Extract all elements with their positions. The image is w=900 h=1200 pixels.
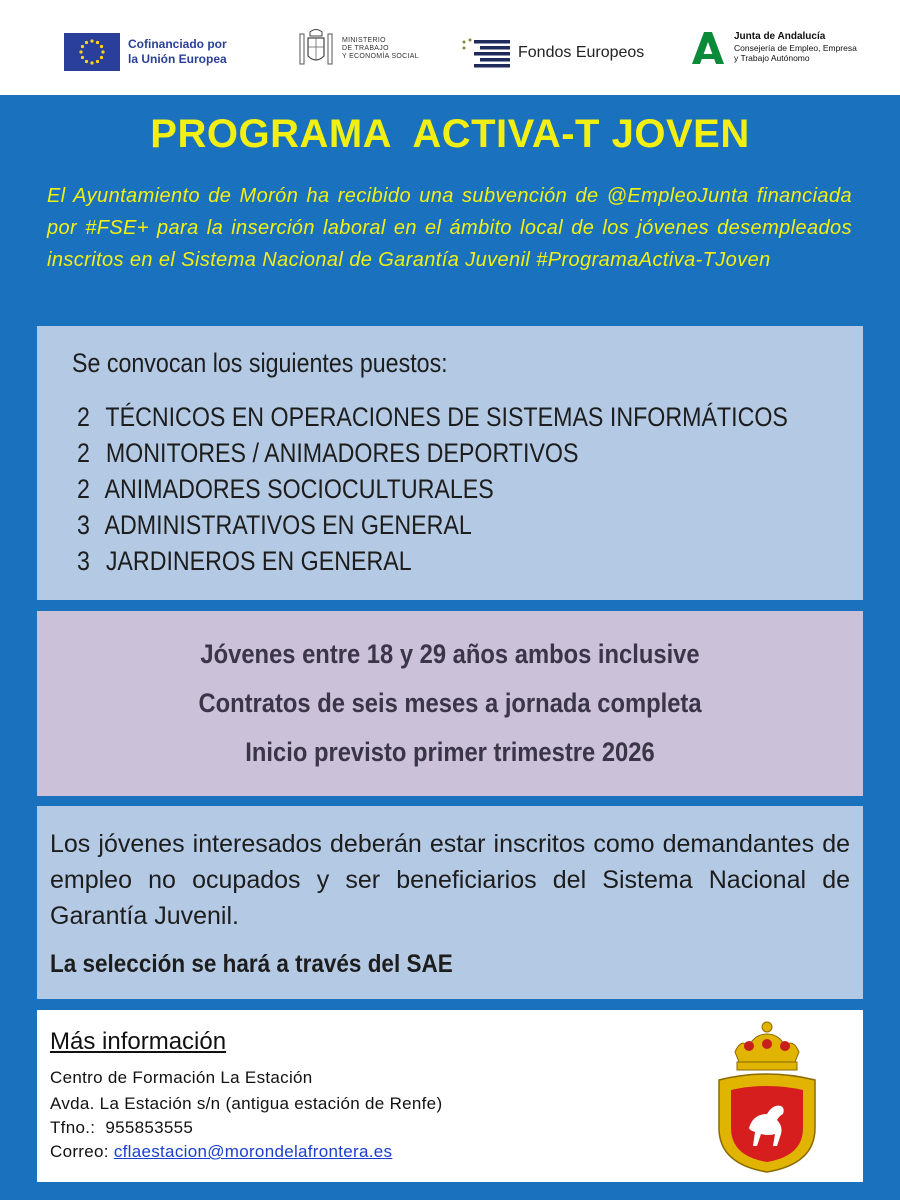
program-title: PROGRAMA ACTIVA-T JOVEN [150, 112, 750, 156]
info-box [37, 1010, 863, 1182]
positions-box [37, 326, 863, 600]
junta-andalucia-icon [688, 28, 728, 66]
positions-heading: Se convocan los siguientes puestos: [72, 348, 448, 378]
requirement-contract: Contratos de seis meses a jornada completa [198, 688, 702, 718]
junta-andalucia-logo: Junta de Andalucía Consejería de Empleo, Empresa y Trabajo Autónomo [688, 28, 857, 66]
info-center: Centro de Formación La Estación [50, 1068, 313, 1087]
requirement-age: Jóvenes entre 18 y 29 años ambos inclusive [200, 639, 700, 669]
info-phone: Tfno.: 955853555 [50, 1118, 194, 1137]
info-email: Correo: cflaestacion@morondelafrontera.es [50, 1142, 393, 1161]
info-address: Avda. La Estación s/n (antigua estación de Renfe) [50, 1094, 443, 1113]
positions-list [77, 399, 900, 579]
moron-coat-of-arms-icon [709, 1018, 825, 1179]
eu-flag-icon [64, 33, 120, 71]
list-item: 3 JARDINEROS EN GENERAL [77, 546, 412, 576]
intro-text: El Ayuntamiento de Morón ha recibido una subvención de @EmpleoJunta financiada por #FSE+ para la inserción laboral en el ámbito local de los jóvenes desempleados inscritos en el Sistema Nacional de Garantía Juvenil #ProgramaActiva-TJoven [47, 185, 852, 271]
conditions-box [37, 806, 863, 999]
spain-coat-of-arms-icon [296, 28, 336, 70]
eu-text: Cofinanciado por la Unión Europea [128, 37, 227, 66]
fondos-europeos-logo: Fondos Europeos [460, 36, 644, 70]
requirement-start: Inicio previsto primer trimestre 2026 [245, 737, 655, 767]
list-item: 2 MONITORES / ANIMADORES DEPORTIVOS [77, 438, 579, 468]
eu-logo [64, 33, 227, 71]
conditions-text: Los jóvenes interesados deberán estar inscritos como demandantes de empleo no ocupados y ser beneficiarios del Sistema Nacional de Garantía Juvenil. [50, 830, 850, 930]
selection-text: La selección se hará a través del SAE [50, 950, 453, 978]
info-title: Más información [50, 1028, 227, 1055]
email-link[interactable]: cflaestacion@morondelafrontera.es [113, 1142, 393, 1161]
list-item: 2 ANIMADORES SOCIOCULTURALES [77, 474, 494, 504]
fondos-europeos-icon [460, 36, 512, 70]
ministerio-logo: MINISTERIO DE TRABAJO Y ECONOMÍA SOCIAL [296, 28, 419, 70]
phone-number: 955853555 [105, 1118, 194, 1137]
header-logos [0, 0, 900, 95]
requirements-box [37, 611, 863, 796]
list-item: 2 TÉCNICOS EN OPERACIONES DE SISTEMAS INFORMÁTICOS [77, 402, 788, 432]
list-item: 3 ADMINISTRATIVOS EN GENERAL [77, 510, 472, 540]
